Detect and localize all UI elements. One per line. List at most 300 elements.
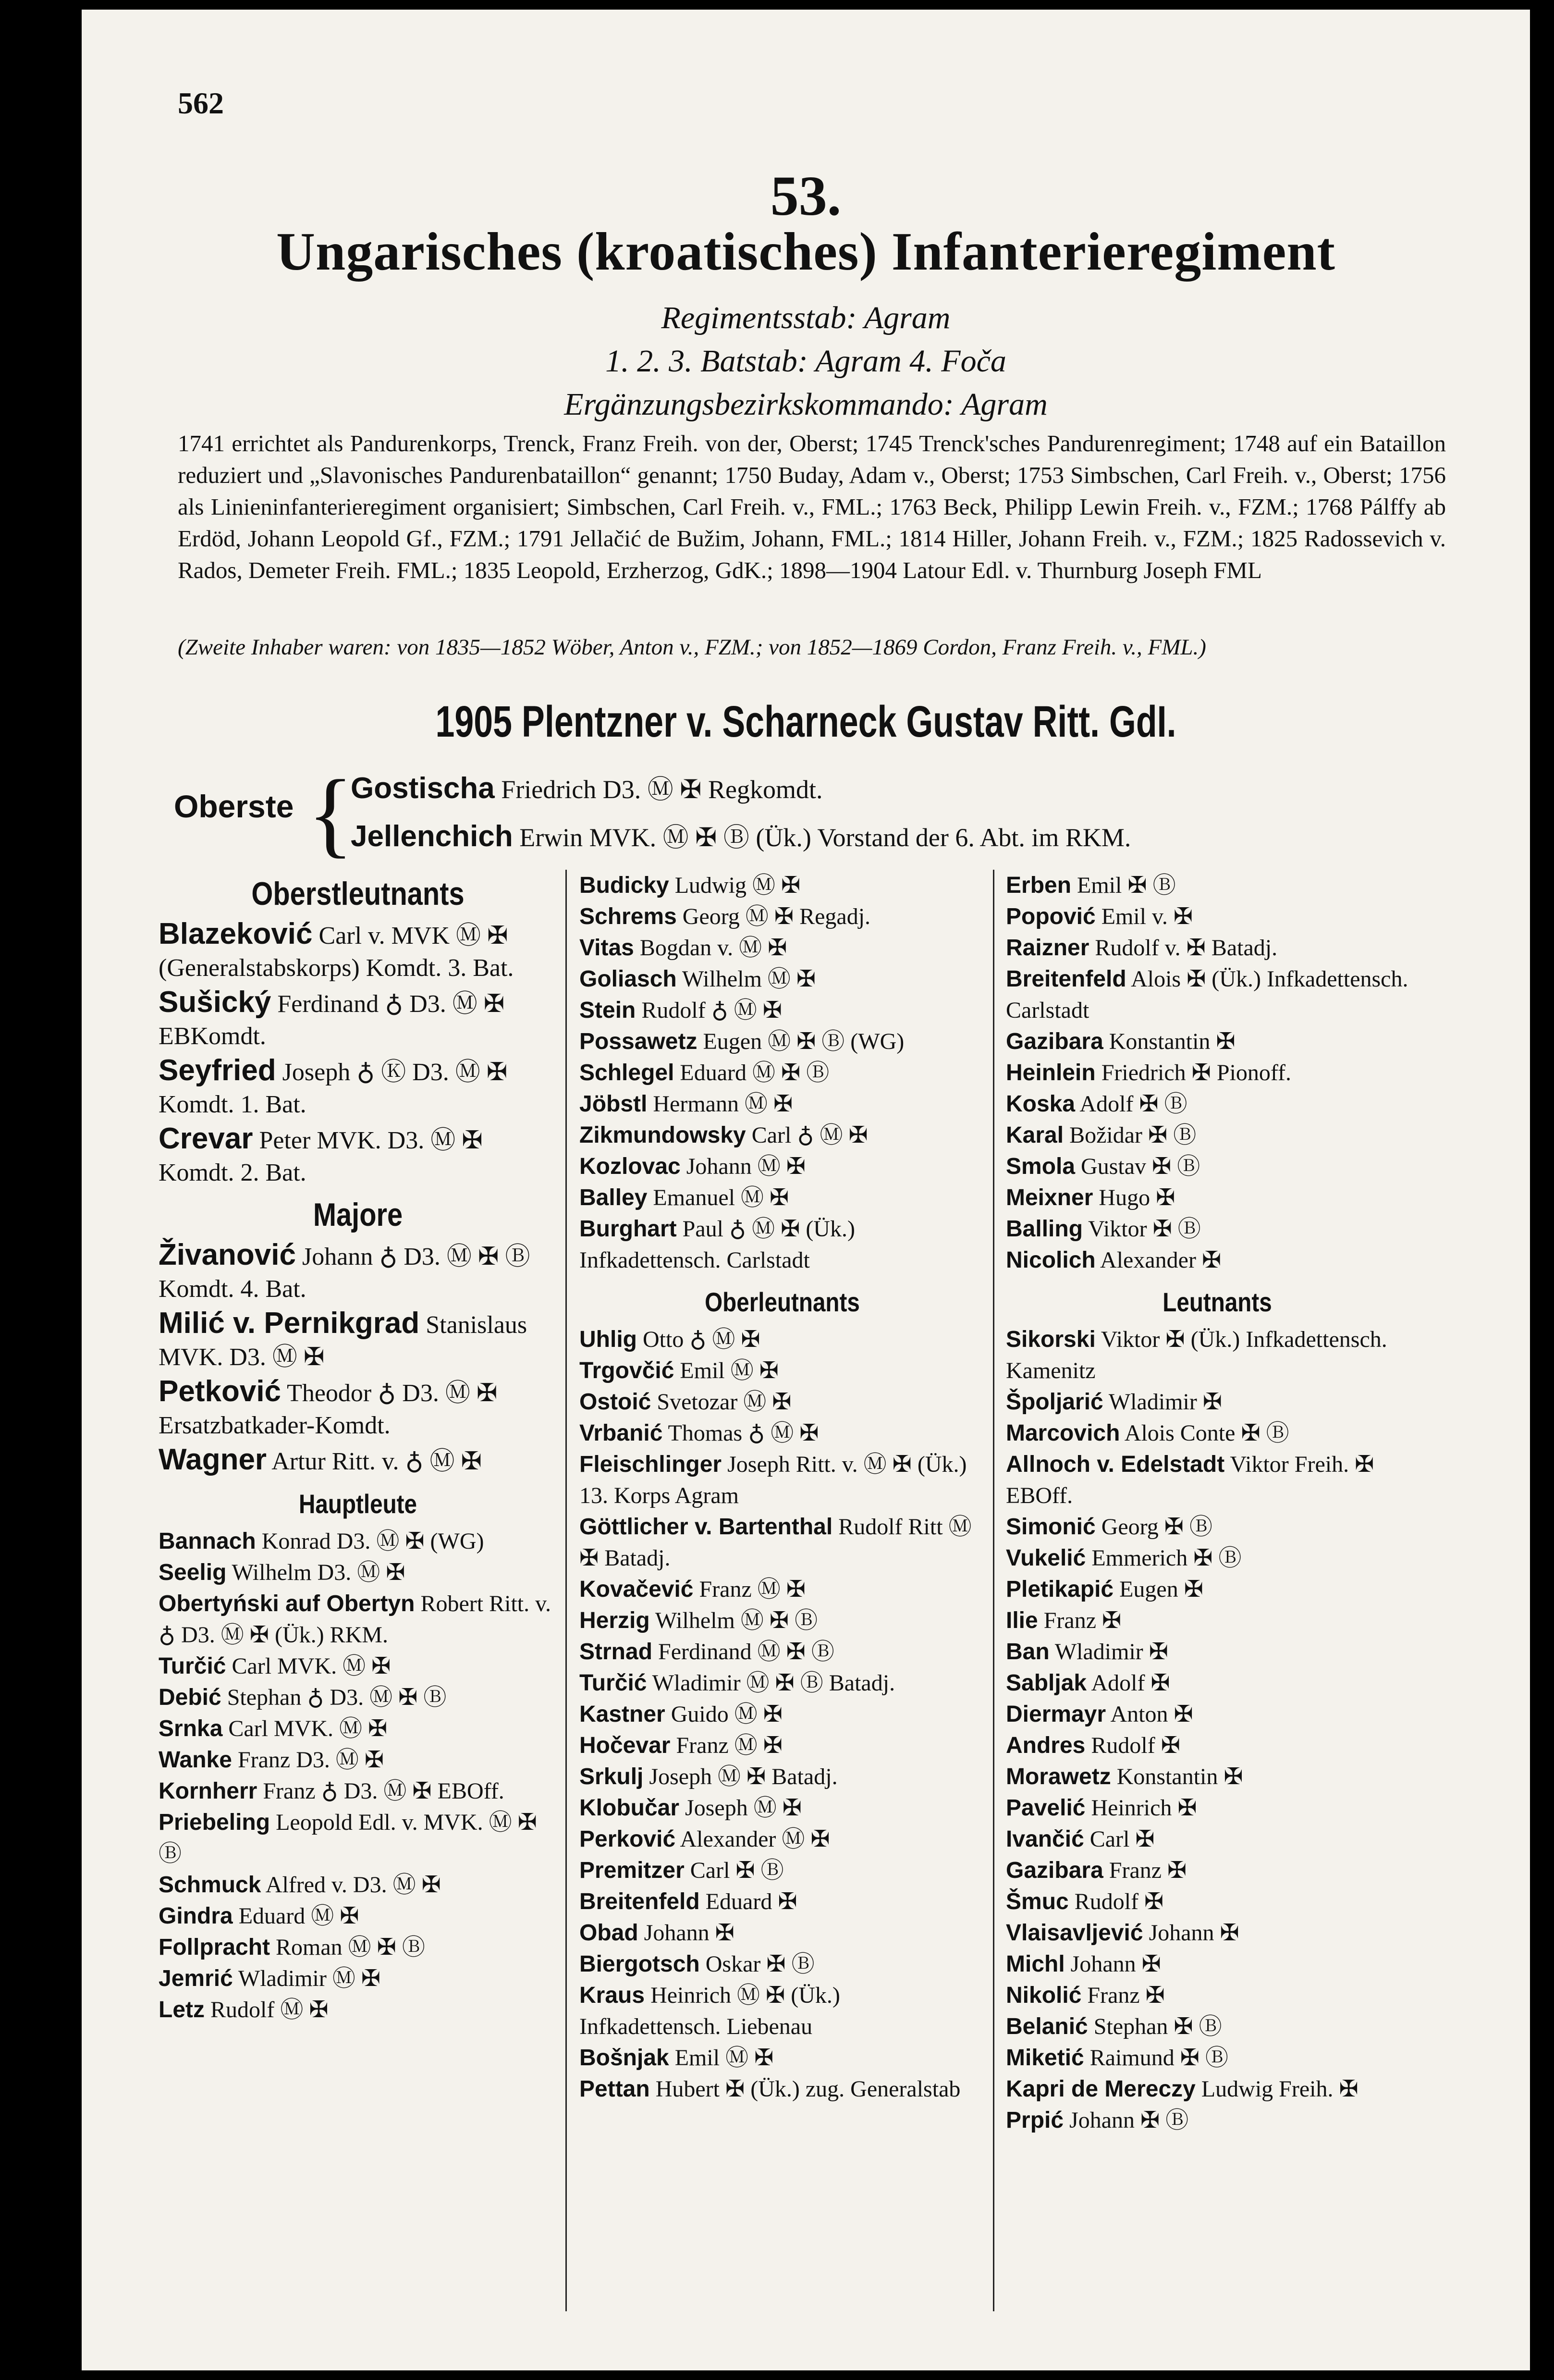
officer-details: Johann ✠ Ⓑ: [1064, 2108, 1189, 2133]
officer-name: Gindra: [159, 1903, 233, 1929]
officer-details: Hermann Ⓜ ✠: [647, 1091, 793, 1117]
officer-name: Nicolich: [1006, 1247, 1096, 1273]
officer-name: Ivančić: [1006, 1826, 1084, 1852]
officer-name: Premitzer: [579, 1858, 685, 1883]
officer-name: Uhlig: [579, 1327, 637, 1352]
roster-entry: [159, 1443, 557, 1478]
officer-details: Gustav ✠ Ⓑ: [1075, 1154, 1200, 1179]
officer-name: Biergotsch: [579, 1951, 700, 1977]
page-title: Ungarisches (kroatisches) Infanterieregiment: [276, 222, 1335, 282]
roster-entry: [159, 1713, 557, 1744]
officer-name: Smola: [1006, 1154, 1076, 1179]
roster-entry: [1006, 1699, 1429, 1730]
roster-entry: [579, 1026, 985, 1057]
roster-entry: [1006, 1386, 1429, 1418]
officer-details: Emanuel Ⓜ ✠: [647, 1185, 789, 1210]
officer-details: Georg ✠ Ⓑ: [1095, 1514, 1213, 1540]
officer-name: Letz: [159, 1997, 205, 2022]
officer-details: Franz ✠: [1038, 1608, 1122, 1633]
roster-entry: [579, 2042, 985, 2073]
officer-details: Rudolf Ritt Ⓜ ✠ Batadj.: [579, 1514, 972, 1571]
officer-name: Špoljarić: [1006, 1389, 1103, 1415]
officer-details: Theodor ♁ D3. Ⓜ ✠ Ersatzbatkader-Komdt.: [159, 1380, 498, 1439]
roster-entry: [1006, 1605, 1429, 1636]
officer-name: Trgovčić: [579, 1358, 674, 1383]
officer-name: Goliasch: [579, 966, 677, 992]
officer-details: Franz D3. Ⓜ ✠: [232, 1747, 384, 1773]
officer-name: Milić v. Pernikgrad: [159, 1307, 420, 1340]
officer-details: Ferdinand ♁ D3. Ⓜ ✠ EBKomdt.: [159, 990, 505, 1050]
officer-name: Srkulj: [579, 1764, 644, 1789]
officer-details: Heinrich Ⓜ ✠ (Ük.) Infkadettensch. Liebenau: [579, 1983, 840, 2039]
officer-details: Adolf ✠ Ⓑ: [1075, 1091, 1187, 1117]
officer-name: Kozlovac: [579, 1154, 681, 1179]
roster-entry: [1006, 1057, 1429, 1088]
roster-entry: [1006, 1418, 1429, 1449]
column-divider: [993, 870, 994, 2311]
roster-entry: [159, 1869, 557, 1900]
officer-name: Andres: [1006, 1733, 1086, 1758]
officer-details: Ludwig Freih. ✠: [1195, 2076, 1358, 2102]
officer-details: Joseph ♁ Ⓚ D3. Ⓜ ✠ Komdt. 1. Bat.: [159, 1059, 508, 1118]
roster-entry: [1006, 1855, 1429, 1886]
officer-name: Vlaisavljević: [1006, 1920, 1143, 1946]
officer-name: Herzig: [579, 1608, 650, 1633]
roster-entry: [1006, 2011, 1429, 2042]
officer-details: Hugo ✠: [1093, 1185, 1175, 1210]
oberste-label: Oberste: [174, 789, 294, 824]
oberleutnants-list: [579, 1324, 985, 2105]
officer-details: Hubert ✠ (Ük.) zug. Generalstab: [649, 2076, 961, 2102]
oberst-name: Gostischa: [351, 772, 495, 805]
officer-details: Konstantin ✠: [1103, 1029, 1236, 1054]
oberst-entry: [351, 769, 822, 806]
roster-entry: [159, 1682, 557, 1713]
officer-details: Emil Ⓜ ✠: [669, 2045, 774, 2071]
officer-details: Franz ✠: [1103, 1858, 1187, 1883]
officer-name: Schmuck: [159, 1872, 261, 1898]
officer-details: Oskar ✠ Ⓑ: [699, 1951, 815, 1977]
officer-name: Diermayr: [1006, 1702, 1106, 1727]
officer-details: Emil v. ✠: [1095, 904, 1193, 929]
roster-entry: [579, 995, 985, 1026]
officer-details: Heinrich ✠: [1085, 1795, 1197, 1821]
section-heading-oberleutnants: Oberleutnants: [705, 1287, 860, 1317]
officer-details: Robert Ritt. v. ♁ D3. Ⓜ ✠ (Ük.) RKM.: [159, 1591, 551, 1648]
officer-details: Joseph Ⓜ ✠ Batadj.: [643, 1764, 838, 1789]
officer-name: Ilie: [1006, 1608, 1038, 1633]
roster-entry: [1006, 870, 1429, 901]
officer-name: Miketić: [1006, 2045, 1084, 2071]
roster-entry: [1006, 1088, 1429, 1120]
officer-details: Franz Ⓜ ✠: [670, 1733, 783, 1758]
officer-details: Alfred v. D3. Ⓜ ✠: [261, 1872, 441, 1898]
regiment-history: 1741 errichtet als Pandurenkorps, Trenck, Franz Freih. von der, Oberst; 1745 Trenck'sches Pandurenregiment; 1748 auf ein Bataillon reduziert und „Slavonisches Pandurenbataillon“ genannt; 1750 Buday, Adam v., Oberst; 1753 Simbschen, Carl Freih. v., Oberst; 1756 als Linieninfanterieregiment organisiert; Simbschen, Carl Freih. v., FML.; 1763 Beck, Philipp Lewin Freih. v., FZM.; 1768 Pálffy ab Erdöd, Johann Leopold Gf., FZM.; 1791 Jellačić de Bužim, Johann, FML.; 1814 Hiller, Johann Freih. v., FZM.; 1825 Radossevich v. Rados, Demeter Freih. FML.; 1835 Leopold, Erzherzog, GdK.; 1898—1904 Latour Edl. v. Thurnburg Joseph FML: [178, 430, 1446, 583]
officer-details: Johann ♁ D3. Ⓜ ✠ Ⓑ Komdt. 4. Bat.: [159, 1243, 530, 1303]
officer-name: Kornherr: [159, 1778, 257, 1804]
officer-name: Budicky: [579, 873, 669, 898]
officer-name: Turčić: [159, 1653, 226, 1679]
officer-details: Carl MVK. Ⓜ ✠: [226, 1653, 391, 1679]
regiment-owner: 1905 Plentzner v. Scharneck Gustav Ritt. GdI.: [435, 697, 1176, 746]
roster-entry: [159, 1239, 557, 1305]
section-heading-leutnants: Leutnants: [1162, 1287, 1272, 1317]
officer-details: Emil Ⓜ ✠: [674, 1358, 779, 1383]
officer-name: Blazeković: [159, 917, 313, 950]
officer-details: Carl ♁ Ⓜ ✠: [746, 1122, 868, 1148]
officer-details: Franz ♁ D3. Ⓜ ✠ EBOff.: [257, 1778, 504, 1804]
officer-name: Pavelić: [1006, 1795, 1086, 1821]
officer-details: Artur Ritt. v. ♁ Ⓜ ✠: [267, 1448, 482, 1475]
second-holders-note: (Zweite Inhaber waren: von 1835—1852 Wöber, Anton v., FZM.; von 1852—1869 Cordon, Franz Freih. v., FML.): [178, 635, 1206, 660]
officer-details: Carl MVK. Ⓜ ✠: [222, 1716, 388, 1741]
roster-entry: [1006, 1120, 1429, 1151]
officer-details: Raimund ✠ Ⓑ: [1084, 2045, 1228, 2071]
oberleutnants-continued-list: [1006, 870, 1429, 1276]
officer-details: Stanislaus MVK. D3. Ⓜ ✠: [159, 1311, 527, 1371]
officer-name: Göttlicher v. Bartenthal: [579, 1514, 833, 1540]
officer-name: Stein: [579, 998, 636, 1023]
roster-entry: [159, 1122, 557, 1189]
roster-entry: [1006, 1730, 1429, 1761]
officer-details: Rudolf Ⓜ ✠: [205, 1997, 329, 2022]
officer-name: Sikorski: [1006, 1327, 1096, 1352]
roster-entry: [1006, 1917, 1429, 1948]
officer-name: Perković: [579, 1826, 676, 1852]
officer-name: Popović: [1006, 904, 1096, 929]
roster-entry: [579, 870, 985, 901]
officer-details: Leopold Edl. v. MVK. Ⓜ ✠ Ⓑ: [159, 1810, 537, 1866]
battalion-staff-line: 1. 2. 3. Batstab: Agram 4. Foča: [605, 344, 1006, 379]
officer-name: Vitas: [579, 935, 634, 961]
officer-name: Strnad: [579, 1639, 653, 1665]
officer-details: Wladimir ✠: [1049, 1639, 1168, 1665]
roster-entry: [579, 901, 985, 932]
roster-entry: [579, 1855, 985, 1886]
officer-details: Thomas ♁ Ⓜ ✠: [662, 1420, 819, 1446]
brace-glyph: {: [307, 761, 354, 867]
roster-entry: [579, 1418, 985, 1449]
officer-details: Rudolf ✠: [1085, 1733, 1180, 1758]
officer-name: Karal: [1006, 1122, 1064, 1148]
officer-name: Seyfried: [159, 1054, 276, 1087]
officer-details: Eugen Ⓜ ✠ Ⓑ (WG): [697, 1029, 905, 1054]
leutnants-list: [1006, 1324, 1429, 2136]
officer-name: Jöbstl: [579, 1091, 648, 1117]
officer-name: Meixner: [1006, 1185, 1093, 1210]
roster-entry: [159, 986, 557, 1052]
officer-name: Gazibara: [1006, 1029, 1103, 1054]
officer-details: Viktor ✠ (Ük.) Infkadettensch. Kamenitz: [1006, 1327, 1387, 1383]
officer-details: Alois ✠ (Ük.) Infkadettensch. Carlstadt: [1006, 966, 1408, 1023]
roster-entry: [1006, 1574, 1429, 1605]
roster-entry: [579, 1511, 985, 1574]
page-number: 562: [178, 86, 224, 120]
officer-details: Svetozar Ⓜ ✠: [651, 1389, 792, 1415]
officer-name: Fleischlinger: [579, 1452, 722, 1477]
roster-entry: [579, 1605, 985, 1636]
officer-name: Nikolić: [1006, 1983, 1082, 2008]
officer-details: Alexander Ⓜ ✠: [675, 1826, 830, 1852]
officer-details: Ludwig Ⓜ ✠: [669, 873, 801, 898]
officer-details: Joseph Ⓜ ✠: [679, 1795, 802, 1821]
officer-name: Ban: [1006, 1639, 1050, 1665]
officer-details: Peter MVK. D3. Ⓜ ✠ Komdt. 2. Bat.: [159, 1127, 483, 1186]
roster-entry: [159, 1054, 557, 1121]
officer-details: Emil ✠ Ⓑ: [1071, 873, 1176, 898]
roster-entry: [1006, 1886, 1429, 1917]
officer-details: Ferdinand Ⓜ ✠ Ⓑ: [652, 1639, 834, 1665]
roster-entry: [579, 1213, 985, 1276]
hauptleute-continued-list: [579, 870, 985, 1276]
roster-entry: [579, 1182, 985, 1213]
officer-name: Gazibara: [1006, 1858, 1103, 1883]
roster-entry: [1006, 1151, 1429, 1182]
officer-name: Šmuc: [1006, 1889, 1069, 1914]
officer-name: Wanke: [159, 1747, 232, 1773]
roster-entry: [579, 1667, 985, 1699]
officer-name: Erben: [1006, 873, 1072, 898]
officer-name: Koska: [1006, 1091, 1076, 1117]
officer-name: Kraus: [579, 1983, 645, 2008]
roster-entry: [159, 1900, 557, 1932]
roster-entry: [1006, 1824, 1429, 1855]
roster-entry: [579, 1088, 985, 1120]
roster-entry: [1006, 2042, 1429, 2073]
roster-entry: [579, 1761, 985, 1792]
officer-name: Balling: [1006, 1216, 1083, 1242]
roster-entry: [579, 1386, 985, 1418]
officer-details: Wilhelm Ⓜ ✠ Ⓑ: [649, 1608, 818, 1633]
officer-details: Johann ✠: [638, 1920, 734, 1946]
officer-name: Srnka: [159, 1716, 223, 1741]
roster-entry: [1006, 1542, 1429, 1574]
regiment-staff-line: Regimentsstab: Agram: [661, 300, 951, 335]
roster-entry: [579, 1917, 985, 1948]
officer-details: Viktor ✠ Ⓑ: [1083, 1216, 1201, 1242]
officer-details: Wilhelm Ⓜ ✠: [676, 966, 816, 992]
officer-details: Rudolf v. ✠ Batadj.: [1089, 935, 1278, 961]
officer-name: Michl: [1006, 1951, 1065, 1977]
regiment-number: 53.: [770, 164, 842, 227]
officer-details: Roman Ⓜ ✠ Ⓑ: [270, 1935, 425, 1960]
officer-details: Božidar ✠ Ⓑ: [1064, 1122, 1197, 1148]
roster-entry: [159, 1963, 557, 1994]
officer-name: Bannach: [159, 1529, 256, 1554]
officer-name: Morawetz: [1006, 1764, 1111, 1789]
roster-entry: [1006, 1511, 1429, 1542]
roster-entry: [159, 1557, 557, 1588]
officer-name: Breitenfeld: [579, 1889, 700, 1914]
roster-entry: [579, 1886, 985, 1917]
officer-name: Burghart: [579, 1216, 677, 1242]
officer-details: Carl ✠ Ⓑ: [684, 1858, 784, 1883]
oberst-details: Erwin MVK. Ⓜ ✠ Ⓑ (Ük.) Vorstand der 6. Abt. im RKM.: [513, 823, 1131, 852]
officer-name: Simonić: [1006, 1514, 1096, 1540]
officer-details: Wladimir Ⓜ ✠: [232, 1966, 381, 1991]
officer-name: Ostoić: [579, 1389, 651, 1415]
roster-entry: [579, 963, 985, 995]
officer-name: Turčić: [579, 1670, 647, 1696]
roster-entry: [579, 1730, 985, 1761]
officer-details: Paul ♁ Ⓜ ✠ (Ük.) Infkadettensch. Carlstadt: [579, 1216, 855, 1273]
officer-details: Franz Ⓜ ✠: [693, 1577, 806, 1602]
roster-entry: [159, 918, 557, 984]
roster-entry: [1006, 1324, 1429, 1386]
officer-details: Emmerich ✠ Ⓑ: [1086, 1545, 1242, 1571]
roster-entry: [579, 1355, 985, 1386]
officer-name: Belanić: [1006, 2014, 1088, 2039]
oberst-entry: [351, 817, 1131, 854]
roster-entry: [159, 1994, 557, 2025]
officer-details: Adolf ✠: [1087, 1670, 1170, 1696]
officer-name: Bošnjak: [579, 2045, 669, 2071]
officer-name: Kovačević: [579, 1577, 694, 1602]
majore-list: [159, 1239, 557, 1478]
column-divider: [565, 870, 567, 2311]
roster-entry: [579, 1980, 985, 2042]
roster-entry: [159, 1932, 557, 1963]
officer-name: Obertyński auf Obertyn: [159, 1591, 415, 1616]
officer-name: Priebeling: [159, 1810, 270, 1835]
roster-entry: [159, 1807, 557, 1869]
roster-entry: [579, 1449, 985, 1511]
column-middle: [579, 870, 985, 2105]
officer-name: Pletikapić: [1006, 1577, 1114, 1602]
officer-details: Johann ✠: [1143, 1920, 1239, 1946]
roster-entry: [159, 1744, 557, 1776]
officer-name: Heinlein: [1006, 1060, 1096, 1085]
officer-name: Vukelić: [1006, 1545, 1086, 1571]
officer-details: Anton ✠: [1106, 1702, 1193, 1727]
roster-entry: [579, 1151, 985, 1182]
officer-name: Debić: [159, 1685, 221, 1710]
officer-name: Sušický: [159, 986, 271, 1019]
officer-name: Jemrić: [159, 1966, 233, 1991]
officer-name: Živanović: [159, 1238, 296, 1271]
officer-details: Georg Ⓜ ✠ Regadj.: [676, 904, 871, 929]
roster-entry: [579, 1324, 985, 1355]
section-heading-majore: Majore: [313, 1196, 403, 1233]
officer-details: Eugen ✠: [1113, 1577, 1203, 1602]
officer-details: Bogdan v. Ⓜ ✠: [634, 935, 787, 961]
column-left: [159, 870, 557, 2025]
roster-entry: [579, 1948, 985, 1980]
section-heading-oberstleutnants: Oberstleutnants: [251, 876, 465, 912]
officer-name: Klobučar: [579, 1795, 680, 1821]
officer-name: Schrems: [579, 904, 677, 929]
roster-entry: [1006, 1449, 1429, 1511]
officer-details: Eduard ✠: [699, 1889, 797, 1914]
officer-name: Kastner: [579, 1702, 665, 1727]
officer-name: Breitenfeld: [1006, 966, 1126, 992]
officer-name: Vrbanić: [579, 1420, 663, 1446]
roster-entry: [579, 1636, 985, 1667]
officer-name: Crevar: [159, 1122, 253, 1155]
officer-name: Obad: [579, 1920, 638, 1946]
officer-details: Franz ✠: [1081, 1983, 1165, 2008]
officer-details: Carl ✠: [1084, 1826, 1155, 1852]
officer-name: Sabljak: [1006, 1670, 1087, 1696]
roster-entry: [1006, 1182, 1429, 1213]
officer-details: Stephan ♁ D3. Ⓜ ✠ Ⓑ: [221, 1685, 447, 1710]
officer-details: Otto ♁ Ⓜ ✠: [636, 1327, 760, 1352]
hauptleute-list: [159, 1526, 557, 2025]
officer-details: Stephan ✠ Ⓑ: [1088, 2014, 1222, 2039]
section-heading-hauptleute: Hauptleute: [299, 1489, 417, 1519]
roster-entry: [579, 1824, 985, 1855]
roster-entry: [1006, 963, 1429, 1026]
roster-entry: [1006, 932, 1429, 963]
officer-name: Wagner: [159, 1443, 267, 1476]
officer-name: Petković: [159, 1375, 281, 1408]
oberst-name: Jellenchich: [351, 820, 513, 853]
roster-entry: [579, 1699, 985, 1730]
officer-name: Hočevar: [579, 1733, 671, 1758]
officer-name: Schlegel: [579, 1060, 674, 1085]
officer-name: Follpracht: [159, 1935, 270, 1960]
roster-entry: [159, 1307, 557, 1373]
roster-entry: [579, 1057, 985, 1088]
officer-details: Rudolf ♁ Ⓜ ✠: [636, 998, 783, 1023]
officer-name: Possawetz: [579, 1029, 697, 1054]
officer-details: Konrad D3. Ⓜ ✠ (WG): [256, 1529, 484, 1554]
officer-name: Seelig: [159, 1560, 227, 1585]
officer-details: Alois Conte ✠ Ⓑ: [1120, 1420, 1289, 1446]
officer-details: Friedrich ✠ Pionoff.: [1095, 1060, 1291, 1085]
oberstleutnants-list: [159, 918, 557, 1189]
roster-entry: [1006, 1026, 1429, 1057]
roster-entry: [159, 1375, 557, 1442]
roster-entry: [579, 1120, 985, 1151]
roster-entry: [1006, 1792, 1429, 1824]
officer-details: Viktor Freih. ✠ EBOff.: [1006, 1452, 1374, 1508]
roster-entry: [579, 1792, 985, 1824]
oberst-details: Friedrich D3. Ⓜ ✠ Regkomdt.: [494, 775, 823, 804]
officer-details: Rudolf ✠: [1068, 1889, 1164, 1914]
roster-entry: [1006, 1636, 1429, 1667]
officer-name: Balley: [579, 1185, 648, 1210]
roster-entry: [1006, 1667, 1429, 1699]
roster-entry: [1006, 901, 1429, 932]
roster-entry: [1006, 2073, 1429, 2105]
roster-entry: [579, 932, 985, 963]
roster-entry: [1006, 1213, 1429, 1245]
roster-entry: [1006, 1245, 1429, 1276]
roster-entry: [1006, 1761, 1429, 1792]
roster-entry: [579, 2073, 985, 2105]
officer-name: Allnoch v. Edelstadt: [1006, 1452, 1225, 1477]
officer-name: Kapri de Mereczy: [1006, 2076, 1196, 2102]
officer-name: Raizner: [1006, 935, 1089, 961]
officer-details: Wladimir Ⓜ ✠ Ⓑ Batadj.: [647, 1670, 895, 1696]
officer-details: Wladimir ✠: [1103, 1389, 1223, 1415]
roster-entry: [1006, 2105, 1429, 2136]
officer-details: Wilhelm D3. Ⓜ ✠: [226, 1560, 405, 1585]
officer-name: Zikmundowsky: [579, 1122, 746, 1148]
officer-details: Guido Ⓜ ✠: [665, 1702, 783, 1727]
officer-details: Johann ✠: [1065, 1951, 1161, 1977]
officer-details: Johann Ⓜ ✠: [680, 1154, 806, 1179]
roster-entry: [159, 1588, 557, 1651]
roster-entry: [159, 1651, 557, 1682]
roster-entry: [1006, 1980, 1429, 2011]
officer-name: Marcovich: [1006, 1420, 1120, 1446]
officer-details: Eduard Ⓜ ✠: [232, 1903, 359, 1929]
roster-entry: [159, 1776, 557, 1807]
column-right: [1006, 870, 1429, 2136]
document-page: [82, 10, 1530, 2370]
